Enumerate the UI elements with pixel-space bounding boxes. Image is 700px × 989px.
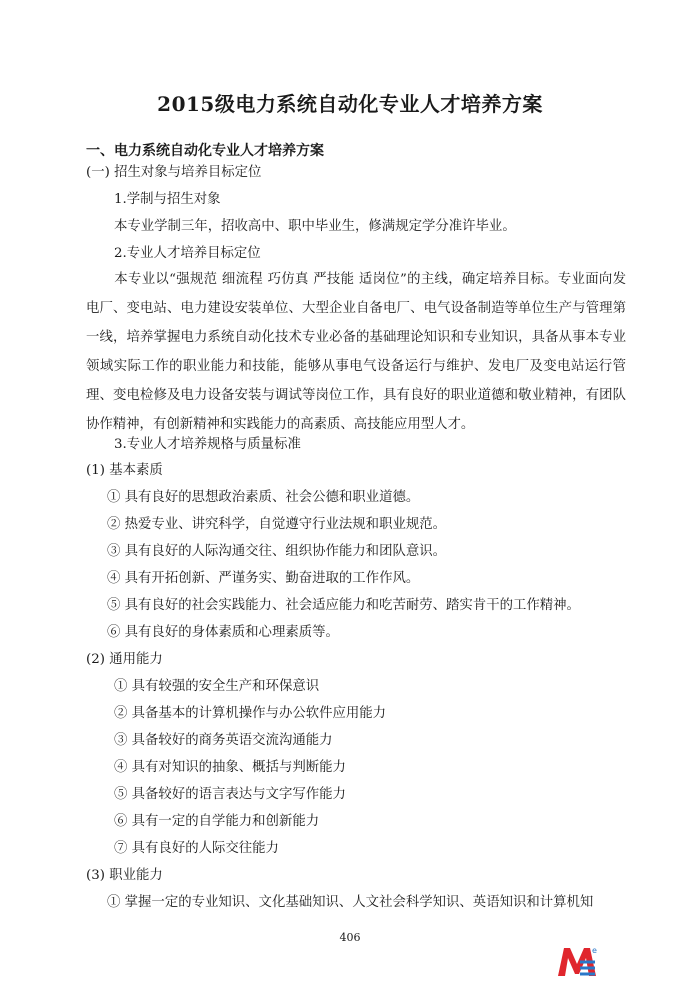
general-ability-item: ④ 具有对知识的抽象、概括与判断能力: [114, 760, 346, 775]
section-heading: 一、电力系统自动化专业人才培养方案: [86, 143, 324, 159]
basic-quality-item: ① 具有良好的思想政治素质、社会公德和职业道德。: [107, 490, 420, 505]
document-title: 2015级电力系统自动化专业人才培养方案: [157, 92, 543, 116]
general-ability-item: ③ 具备较好的商务英语交流沟通能力: [114, 733, 333, 748]
general-ability-item: ⑤ 具备较好的语言表达与文字写作能力: [114, 787, 346, 802]
page-number: 406: [339, 931, 361, 944]
svg-text:e: e: [592, 946, 597, 955]
general-ability-item: ⑦ 具有良好的人际交往能力: [114, 841, 279, 856]
item1-heading: 1.学制与招生对象: [114, 192, 221, 207]
general-ability-item: ⑥ 具有一定的自学能力和创新能力: [114, 814, 320, 829]
subsection-heading: (一) 招生对象与培养目标定位: [86, 165, 262, 180]
general-ability-item: ② 具备基本的计算机操作与办公软件应用能力: [114, 706, 387, 721]
basic-quality-item: ② 热爱专业、讲究科学，自觉遵守行业法规和职业规范。: [107, 517, 447, 532]
item2-paragraph: [86, 265, 626, 439]
publisher-logo-icon: [556, 944, 598, 978]
basic-quality-item: ⑥ 具有良好的身体素质和心理素质等。: [107, 625, 339, 640]
basic-quality-item: ③ 具有良好的人际沟通交往、组织协作能力和团队意识。: [107, 544, 447, 559]
item1-text: 本专业学制三年，招收高中、职中毕业生，修满规定学分准许毕业。: [114, 219, 516, 234]
basic-quality-item: ④ 具有开拓创新、严谨务实、勤奋进取的工作作风。: [107, 571, 420, 586]
item2-heading: 2.专业人才培养目标定位: [114, 246, 261, 261]
basic-quality-item: ⑤ 具有良好的社会实践能力、社会适应能力和吃苦耐劳、踏实肯干的工作精神。: [107, 598, 580, 613]
general-ability-heading: (2) 通用能力: [86, 652, 163, 667]
item3-heading: 3.专业人才培养规格与质量标准: [114, 437, 301, 452]
professional-ability-heading: (3) 职业能力: [86, 868, 163, 883]
general-ability-item: ① 具有较强的安全生产和环保意识: [114, 679, 320, 694]
basic-quality-heading: (1) 基本素质: [86, 463, 163, 478]
professional-ability-item: ① 掌握一定的专业知识、文化基础知识、人文社会科学知识、英语知识和计算机知: [107, 895, 594, 910]
item2-paragraph-text: 本专业以“强规范 细流程 巧仿真 严技能 适岗位”的主线，确定培养目标。专业面向发电厂、变电站、电力建设安装单位、大型企业自备电厂、电气设备制造等单位生产与管理第一线，培养掌握电力系统自动化技术专业必备的基础理论知识和专业知识，具备从事本专业领域实际工作的职业能力和技能，能够从事电气设备运行与维护、发电厂及变电站运行管理、变电检修及电力设备安装与调试等岗位工作，具有良好的职业道德和敬业精神，有团队协作精神，有创新精神和实践能力的高素质、高技能应用型人才。: [86, 272, 626, 432]
